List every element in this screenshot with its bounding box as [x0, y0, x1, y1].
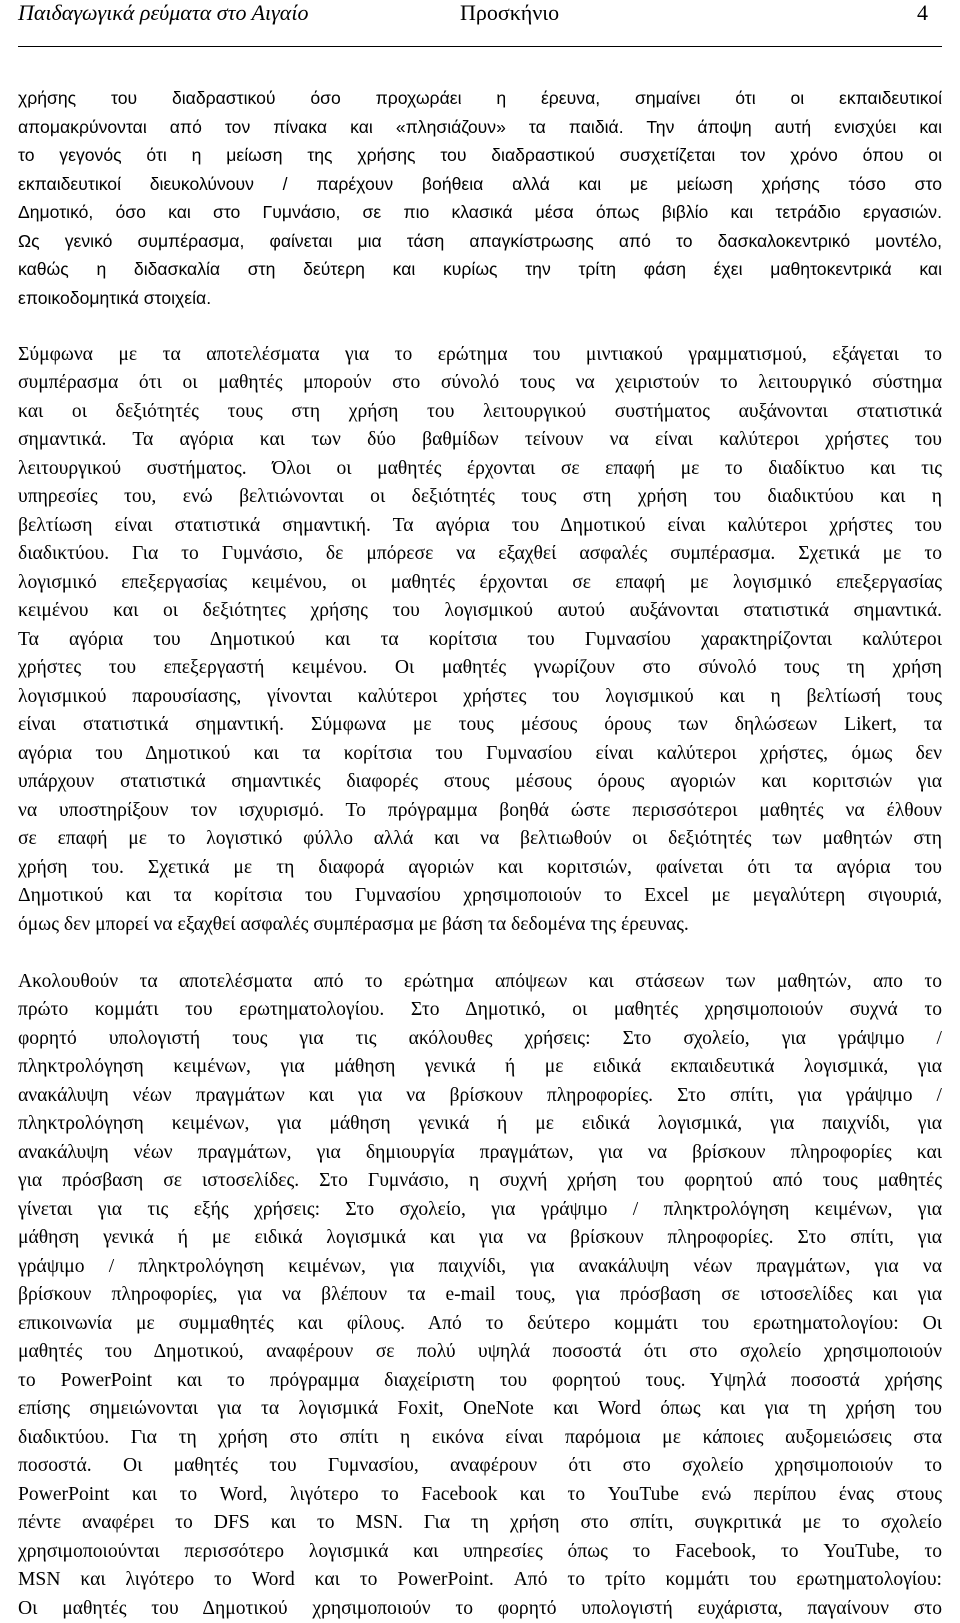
text-line: σε επαφή με το λογιστικό φύλλο αλλά και να βελτιωθούν οι δεξιότητές των μαθητών στη	[18, 825, 942, 854]
text-line: Τα αγόρια του Δημοτικού και τα κορίτσια του Γυμνασίου χαρακτηρίζονται καλύτεροι	[18, 626, 942, 655]
text-line: χρήση του. Σχετικά με τη διαφορά αγοριών και κοριτσιών, φαίνεται ότι τα αγόρια του	[18, 854, 942, 883]
text-line: αγόρια του Δημοτικού και τα κορίτσια του Γυμνασίου είναι καλύτεροι χρήστες, όμως δεν	[18, 740, 942, 769]
text-line: σημαντικά. Τα αγόρια και των δύο βαθμίδων τείνουν να είναι καλύτεροι χρήστες του	[18, 426, 942, 455]
text-line: πληκτρολόγηση κειμένων, για μάθηση γενικά ή με ειδικά εκπαιδευτικά λογισμικά, για	[18, 1053, 942, 1082]
text-line: φορητό υπολογιστή τους για τις ακόλουθες χρήσεις: Στο σχολείο, για γράψιμο /	[18, 1025, 942, 1054]
text-line: βελτίωση είναι στατιστικά σημαντική. Τα αγόρια του Δημοτικού είναι καλύτεροι χρήστες του	[18, 512, 942, 541]
text-line: το γεγονός ότι η μείωση της χρήσης του διαδραστικού συσχετίζεται τον χρόνο όπου οι	[18, 141, 942, 170]
text-line: PowerPoint και το Word, λιγότερο το Facebook και το YouTube ενώ περίπου ένας στους	[18, 1481, 942, 1510]
text-line: επίσης σημειώνονται για τα λογισμικά Foxit, OneNote και Word όπως και για τη χρήση του	[18, 1395, 942, 1424]
document-body	[18, 84, 942, 1623]
text-line: να υποστηρίξουν τον ισχυρισμό. Το πρόγραμμα βοηθά ώστε περισσότεροι μαθητές να έλθουν	[18, 797, 942, 826]
paragraph-2	[18, 341, 942, 940]
text-line: Δημοτικού και τα κορίτσια του Γυμνασίου χρησιμοποιούν το Excel με μεγαλύτερη σιγουριά,	[18, 882, 942, 911]
text-line: κειμένου και οι δεξιότητες χρήσης του λογισμικού αυτού αυξάνονται στατιστικά σημαντικά.	[18, 597, 942, 626]
text-line: ανακάλυψη νέων πραγμάτων, για δημιουργία πραγμάτων, για να βρίσκουν πληροφορίες και	[18, 1139, 942, 1168]
text-line: υπάρχουν στατιστικά σημαντικές διαφορές στους μέσους όρους αγοριών και κοριτσιών για	[18, 768, 942, 797]
text-line: λογισμικού παρουσίασης, γίνονται καλύτεροι χρήστες του λογισμικού και η βελτίωσή τους	[18, 683, 942, 712]
text-line: υπηρεσίες του, ενώ βελτιώνονται οι δεξιότητές τους στη χρήση του διαδικτύου και η	[18, 483, 942, 512]
text-line: το PowerPoint και το πρόγραμμα διαχείριστη του φορητού τους. Υψηλά ποσοστά χρήσης	[18, 1367, 942, 1396]
text-line: ποσοστά. Οι μαθητές του Γυμνασίου, αναφέρουν ότι στο σχολείο χρησιμοποιούν το	[18, 1452, 942, 1481]
text-line: Δημοτικό, όσο και στο Γυμνάσιο, σε πιο κλασικά μέσα όπως βιβλίο και τετράδιο εργασιών.	[18, 198, 942, 227]
text-line: ανακάλυψη νέων πραγμάτων και για να βρίσκουν πληροφορίες. Στο σπίτι, για γράψιμο /	[18, 1082, 942, 1111]
text-line: βρίσκουν πληροφορίες, για να βλέπουν τα e-mail τους, για πρόσβαση σε ιστοσελίδες και για	[18, 1281, 942, 1310]
text-line: πρώτο κομμάτι του ερωτηματολογίου. Στο Δημοτικό, οι μαθητές χρησιμοποιούν συχνά το	[18, 996, 942, 1025]
section-title: Προσκήνιο	[460, 0, 559, 26]
running-header	[18, 0, 942, 30]
text-line: λογισμικό επεξεργασίας κειμένου, οι μαθητές έρχονται σε επαφή με λογισμικό επεξεργασίας	[18, 569, 942, 598]
text-line: για πρόσβαση σε ιστοσελίδες. Στο Γυμνάσιο, η συχνή χρήση του φορητού από τους μαθητές	[18, 1167, 942, 1196]
text-line: διαδικτύου. Για το Γυμνάσιο, δε μπόρεσε να εξαχθεί ασφαλές συμπέρασμα. Σχετικά με το	[18, 540, 942, 569]
text-line: και οι δεξιότητές τους στη χρήση του λειτουργικού συστήματος αυξάνονται στατιστικά	[18, 398, 942, 427]
text-line: γράψιμο / πληκτρολόγηση κειμένων, για παιχνίδι, για ανακάλυψη νέων πραγμάτων, για να	[18, 1253, 942, 1282]
text-line: μαθητές του Δημοτικού, αναφέρουν σε πολύ υψηλά ποσοστά ότι στο σχολείο χρησιμοποιούν	[18, 1338, 942, 1367]
text-line: Σύμφωνα με τα αποτελέσματα για το ερώτημα του μιντιακού γραμματισμού, εξάγεται το	[18, 341, 942, 370]
page-number: 4	[917, 0, 928, 26]
text-line: καθώς η διδασκαλία στη δεύτερη και κυρίως την τρίτη φάση έχει μαθητοκεντρικά και	[18, 255, 942, 284]
text-line: μάθηση γενικά ή με ειδικά λογισμικά και για να βρίσκουν πληροφορίες. Στο σπίτι, για	[18, 1224, 942, 1253]
text-line: πέντε αναφέρει το DFS και το MSN. Για τη χρήση στο σπίτι, συγκριτικά με το σχολείο	[18, 1509, 942, 1538]
text-line: χρησιμοποιούνται περισσότερο λογισμικά και υπηρεσίες όπως το Facebook, το YouTube, το	[18, 1538, 942, 1567]
text-line: MSN και λιγότερο το Word και το PowerPoint. Από το τρίτο κομμάτι του ερωτηματολογίου:	[18, 1566, 942, 1595]
paragraph-1	[18, 84, 942, 312]
text-line: συμπέρασμα ότι οι μαθητές μπορούν στο σύνολό τους να χειριστούν το λειτουργικό σύστημα	[18, 369, 942, 398]
text-line: απομακρύνονται από τον πίνακα και «πλησιάζουν» τα παιδιά. Την άποψη αυτή ενισχύει και	[18, 113, 942, 142]
text-line: πληκτρολόγηση κειμένων, για μάθηση γενικά ή με ειδικά λογισμικά, για παιχνίδι, για	[18, 1110, 942, 1139]
text-line: χρήσης του διαδραστικού όσο προχωράει η έρευνα, σημαίνει ότι οι εκπαιδευτικοί	[18, 84, 942, 113]
journal-title: Παιδαγωγικά ρεύματα στο Αιγαίο	[18, 0, 308, 26]
text-line: γίνεται για τις εξής χρήσεις: Στο σχολείο, για γράψιμο / πληκτρολόγηση κειμένων, για	[18, 1196, 942, 1225]
paragraph-gap	[18, 939, 942, 968]
text-line: Ακολουθούν τα αποτελέσματα από το ερώτημα απόψεων και στάσεων των μαθητών, απο το	[18, 968, 942, 997]
text-line: εποικοδομητικά στοιχεία.	[18, 284, 942, 313]
text-line: είναι στατιστικά σημαντική. Σύμφωνα με τους μέσους όρους των δηλώσεων Likert, τα	[18, 711, 942, 740]
text-line: Ως γενικό συμπέρασμα, φαίνεται μια τάση απαγκίστρωσης από το δασκαλοκεντρικό μοντέλο,	[18, 227, 942, 256]
text-line: Οι μαθητές του Δημοτικού χρησιμοποιούν το φορητό υπολογιστή ευχάριστα, παγαίνουν στο	[18, 1595, 942, 1623]
paragraph-gap	[18, 312, 942, 341]
text-line: διαδικτύου. Για τη χρήση στο σπίτι η εικόνα είναι παρόμοια με κάποιες αυξομειώσεις στα	[18, 1424, 942, 1453]
text-line: επικοινωνία με συμμαθητές και φίλους. Από το δεύτερο κομμάτι του ερωτηματολογίου: Οι	[18, 1310, 942, 1339]
text-line: λειτουργικού συστήματος. Όλοι οι μαθητές έρχονται σε επαφή με το διαδίκτυο και τις	[18, 455, 942, 484]
paragraph-3	[18, 968, 942, 1623]
header-rule	[18, 46, 942, 47]
text-line: χρήστες του επεξεργαστή κειμένου. Οι μαθητές γνωρίζουν στο σύνολό τους τη χρήση	[18, 654, 942, 683]
text-line: όμως δεν μπορεί να εξαχθεί ασφαλές συμπέρασμα με βάση τα δεδομένα της έρευνας.	[18, 911, 942, 940]
text-line: εκπαιδευτικοί διευκολύνουν / παρέχουν βοήθεια αλλά και με μείωση χρήσης τόσο στο	[18, 170, 942, 199]
